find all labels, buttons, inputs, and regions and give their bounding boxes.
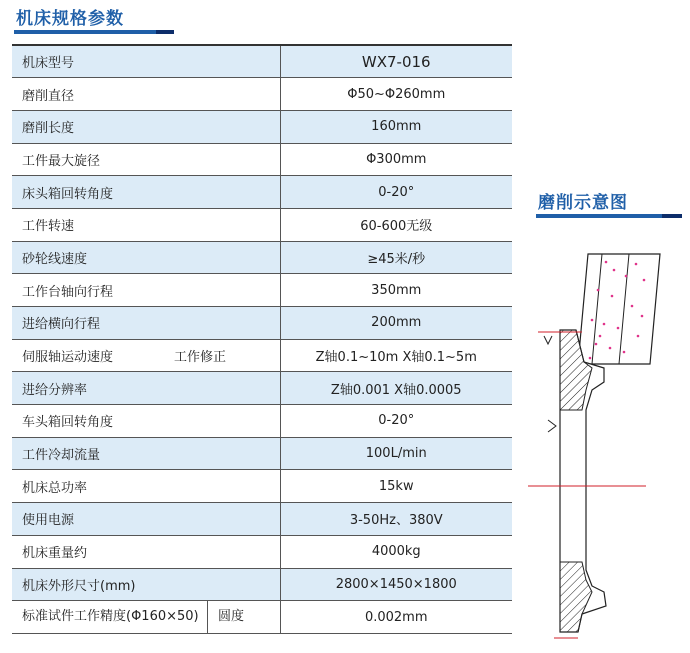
row-value: ≥45米/秒 [280,241,512,274]
diagram-section-heading [536,188,682,218]
table-row [12,601,512,634]
table-row [12,568,512,601]
workpiece-section [560,330,606,632]
row-label: 使用电源 [12,503,280,536]
spec-table [12,44,512,634]
row-value: Z轴0.1~10m X轴0.1~5m [280,339,512,372]
row-value: 0-20° [280,176,512,209]
row-value: 350mm [280,274,512,307]
diagram-heading-text: 磨削示意图 [538,193,628,213]
table-row [12,143,512,176]
surface-finish-icon [544,336,556,432]
row-label [12,339,280,372]
row-value: 100L/min [280,437,512,470]
table-row [12,503,512,536]
heading-underline [14,30,156,34]
row-label: 工件冷却流量 [12,437,280,470]
row-value: 15kw [280,470,512,503]
table-row [12,339,512,372]
row-label: 车头箱回转角度 [12,405,280,438]
table-row [12,405,512,438]
row-label: 工作台轴向行程 [12,274,280,307]
table-row [12,78,512,111]
row-value: 60-600无级 [280,208,512,241]
row-label: 磨削长度 [12,110,280,143]
row-label: 工件转速 [12,208,280,241]
table-row [12,274,512,307]
row-value: 200mm [280,307,512,340]
table-row [12,45,512,78]
heading-underline-accent [156,30,174,34]
table-row [12,110,512,143]
row-label: 磨削直径 [12,78,280,111]
row-label: 机床外形尺寸(mm) [12,568,280,601]
row-value: 0-20° [280,405,512,438]
row-sublabel: 工作修正 [174,350,227,366]
table-row [12,208,512,241]
row-label: 床头箱回转角度 [12,176,280,209]
row-value: 2800×1450×1800 [280,568,512,601]
row-value: WX7-016 [280,45,512,78]
table-row [12,372,512,405]
row-label: 机床总功率 [12,470,280,503]
table-row [12,307,512,340]
row-value: Z轴0.001 X轴0.0005 [280,372,512,405]
row-value: 4000kg [280,535,512,568]
row-sublabel: 圆度 [218,609,245,625]
row-label-text: 标准试件工作精度(Φ160×50) [12,601,208,633]
row-label: 砂轮线速度 [12,241,280,274]
table-row [12,176,512,209]
table-row [12,470,512,503]
grinding-diagram [526,240,686,650]
row-label: 进给横向行程 [12,307,280,340]
heading-underline-accent [662,214,682,218]
row-label: 机床型号 [12,45,280,78]
table-row [12,437,512,470]
row-value: Φ300mm [280,143,512,176]
row-value: 3-50Hz、380V [280,503,512,536]
row-label: 进给分辨率 [12,372,280,405]
row-value: Φ50~Φ260mm [280,78,512,111]
row-value: 0.002mm [280,601,512,634]
table-row [12,241,512,274]
row-label: 机床重量约 [12,535,280,568]
row-label: 工件最大旋径 [12,143,280,176]
row-value: 160mm [280,110,512,143]
row-label-text: 伺服轴运动速度 [22,350,114,366]
heading-underline [536,214,662,218]
spec-section-heading [14,4,164,34]
table-row [12,535,512,568]
spec-heading-text: 机床规格参数 [16,9,124,29]
grinding-wheel [578,254,660,364]
row-label [12,601,280,634]
